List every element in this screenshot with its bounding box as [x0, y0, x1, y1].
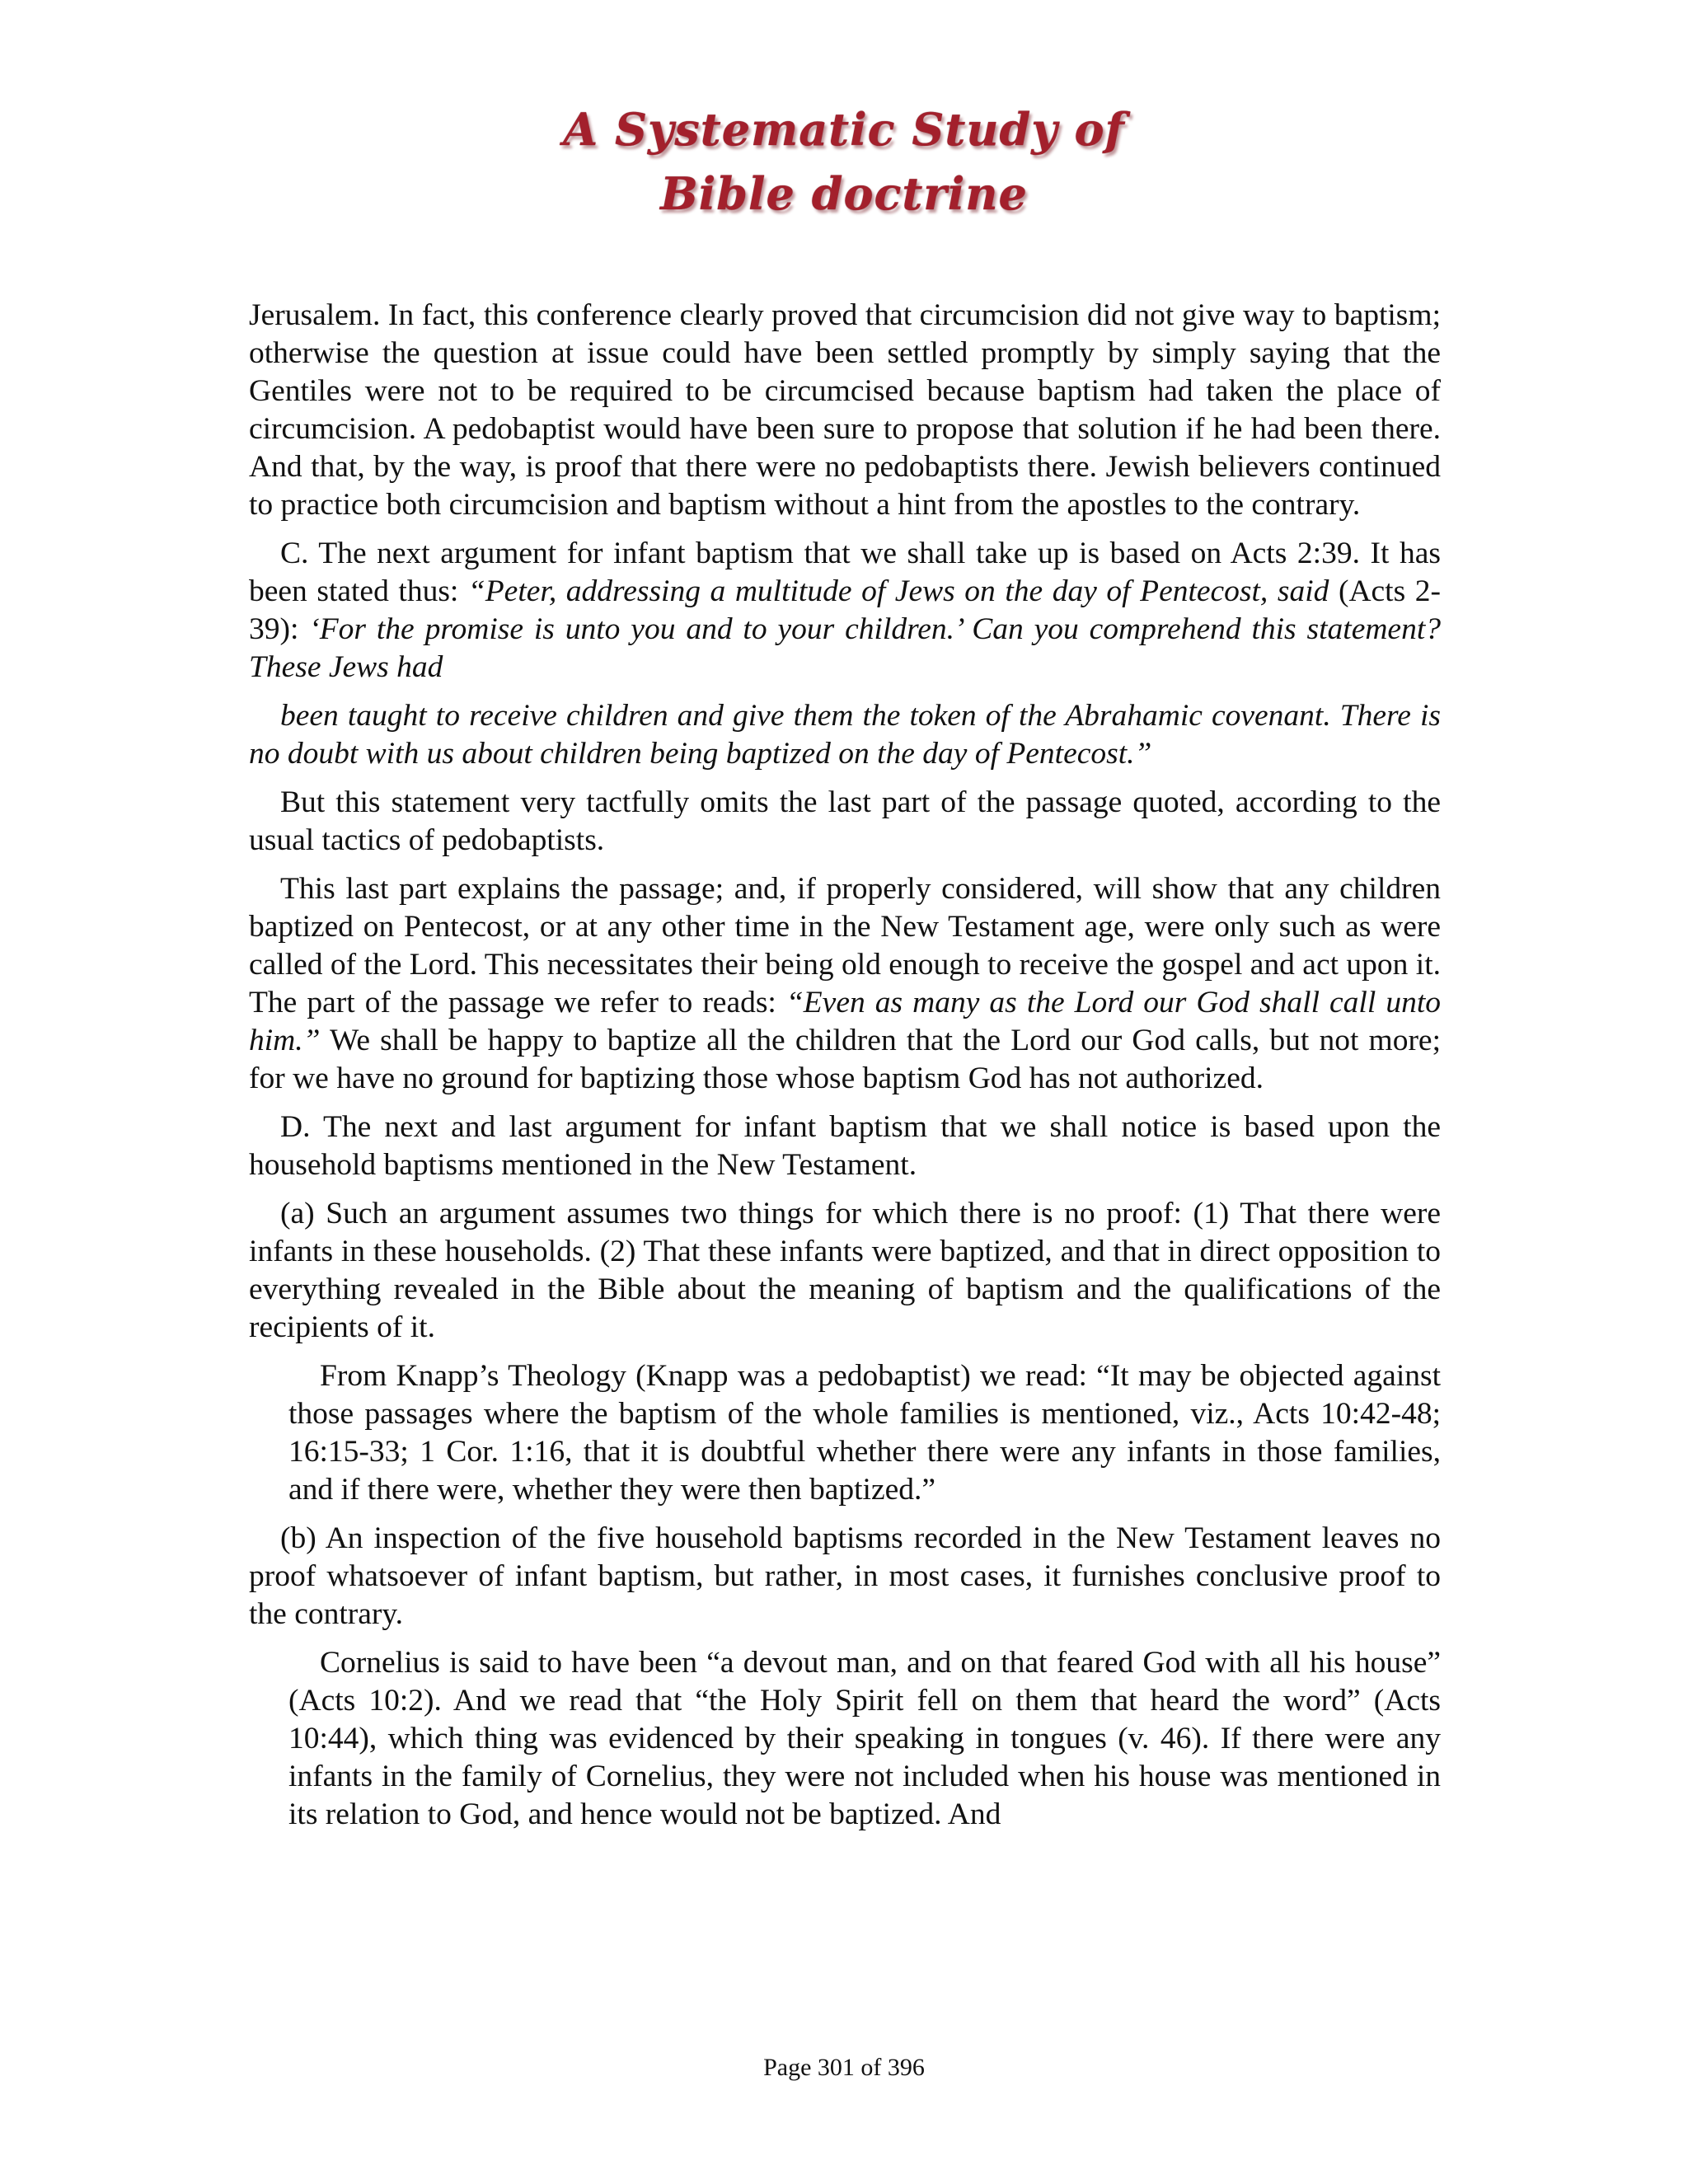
paragraph: Jerusalem. In fact, this conference clearly proved that circumcision did not give way to baptism; otherwise the question at issue could have been settled promptly by simply saying that the Gentiles were not to be required to be circumcised because baptism had taken the place of circumcision. A pedobaptist would have been sure to propose that solution if he had been there. And that, by the way, is proof that there were no pedobaptists there. Jewish believers continued to practice both circumcision and baptism without a hint from the apostles to the contrary. — [249, 298, 1441, 522]
paragraph — [249, 535, 1441, 687]
page-number: Page 301 of 396 — [763, 2054, 925, 2081]
paragraph — [249, 870, 1441, 1098]
paragraph: But this statement very tactfully omits the last part of the passage quoted, according to the usual tactics of pedobaptists. — [249, 785, 1441, 857]
page-header — [0, 97, 1688, 226]
page-body — [249, 297, 1441, 1844]
paragraph: (b) An inspection of the five household baptisms recorded in the New Testament leaves no proof whatsoever of infant baptism, but rather, in most cases, it furnishes conclusive proof to the contrary. — [249, 1521, 1441, 1631]
text-run: (Acts 2-39): — [249, 574, 1441, 646]
quoted-text: “Even as many as the Lord our God shall call unto him.” — [249, 986, 1441, 1057]
text-run: We shall be happy to baptize all the children that the Lord our God calls, but not more; for we have no ground for baptizing those whose baptism God has not authorized. — [249, 1024, 1441, 1095]
quoted-text: been taught to receive children and give them the token of the Abrahamic covenant. There is no doubt with us about children being baptized on the day of Pentecost.” — [249, 699, 1441, 771]
book-title-line-1: A Systematic Study of — [563, 103, 1125, 156]
text-run: This last part explains the passage; and, if properly considered, will show that any children baptized on Pentecost, or at any other time in the New Testament age, were only such as were called of the Lord. This necessitates their being old enough to receive the gospel and act upon it. The part of the passage we refer to reads: — [249, 872, 1441, 1019]
block-quote: From Knapp’s Theology (Knapp was a pedobaptist) we read: “It may be objected against those passages where the baptism of the whole families is mentioned, viz., Acts 10:42-48; 16:15-33; 1 Cor. 1:16, that it is doubtful whether there were any infants in those families, and if there were, whether they were then baptized.” — [288, 1359, 1441, 1507]
quoted-text: ‘For the promise is unto you and to your children.’ Can you comprehend this statement? These Jews had — [249, 612, 1441, 684]
block-paragraph: Cornelius is said to have been “a devout man, and on that feared God with all his house” (Acts 10:2). And we read that “the Holy Spirit fell on them that heard the word” (Acts 10:44), which thing was evidenced by their speaking in tongues (v. 46). If there were any infants in the family of Cornelius, they were not included when his house was mentioned in its relation to God, and hence would not be baptized. And — [288, 1646, 1441, 1831]
text-run: C. The next argument for infant baptism that we shall take up is based on Acts 2:39. It has been stated thus: — [249, 537, 1441, 608]
quoted-paragraph — [249, 697, 1441, 773]
paragraph: (a) Such an argument assumes two things for which there is no proof: (1) That there were infants in these households. (2) That these infants were baptized, and that in direct opposition to everything revealed in the Bible about the meaning of baptism and the qualifications of the recipients of it. — [249, 1197, 1441, 1344]
book-title-line-2: Bible doctrine — [660, 167, 1028, 220]
quoted-text: “Peter, addressing a multitude of Jews on the day of Pentecost, said — [467, 574, 1329, 608]
paragraph: D. The next and last argument for infant baptism that we shall notice is based upon the household baptisms mentioned in the New Testament. — [249, 1110, 1441, 1182]
